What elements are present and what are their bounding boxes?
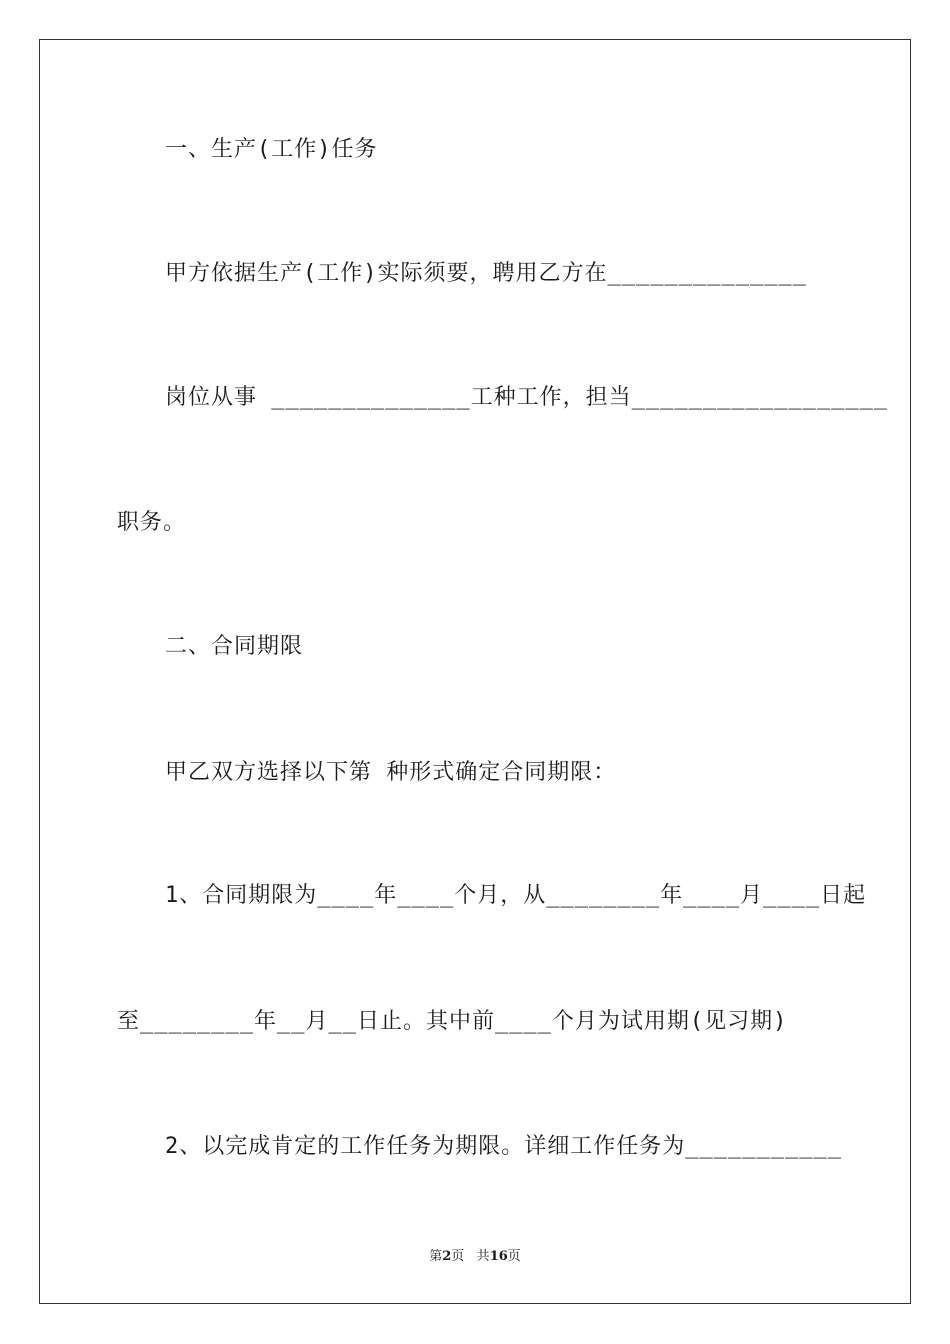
body-line: 职务。 bbox=[117, 510, 187, 535]
footer-page-unit: 页 bbox=[451, 1249, 465, 1264]
footer-page-prefix: 第 bbox=[429, 1249, 443, 1264]
body-line: 甲方依据生产(工作)实际须要，聘用乙方在______________ bbox=[165, 261, 807, 286]
footer-total-unit: 页 bbox=[507, 1249, 521, 1264]
section-heading-task: 一、生产(工作)任务 bbox=[165, 137, 378, 162]
body-line: 至________年__月__日止。其中前____个月为试用期(见习期) bbox=[117, 1009, 788, 1034]
body-line: 岗位从事 ______________工种工作，担当__________________ bbox=[165, 385, 889, 410]
body-line: 2、以完成肯定的工作任务为期限。详细工作任务为___________ bbox=[165, 1134, 842, 1159]
body-line: 1、合同期限为____年____个月，从________年____月____日起 bbox=[165, 883, 867, 908]
footer-page-current: 2 bbox=[442, 1249, 452, 1264]
section-heading-term: 二、合同期限 bbox=[165, 634, 304, 659]
footer-page-total: 16 bbox=[489, 1249, 508, 1264]
page-frame bbox=[39, 39, 911, 1304]
footer-total-prefix: 共 bbox=[476, 1249, 490, 1264]
body-line: 甲乙双方选择以下第 种形式确定合同期限： bbox=[165, 760, 617, 785]
page-footer bbox=[0, 1247, 950, 1267]
